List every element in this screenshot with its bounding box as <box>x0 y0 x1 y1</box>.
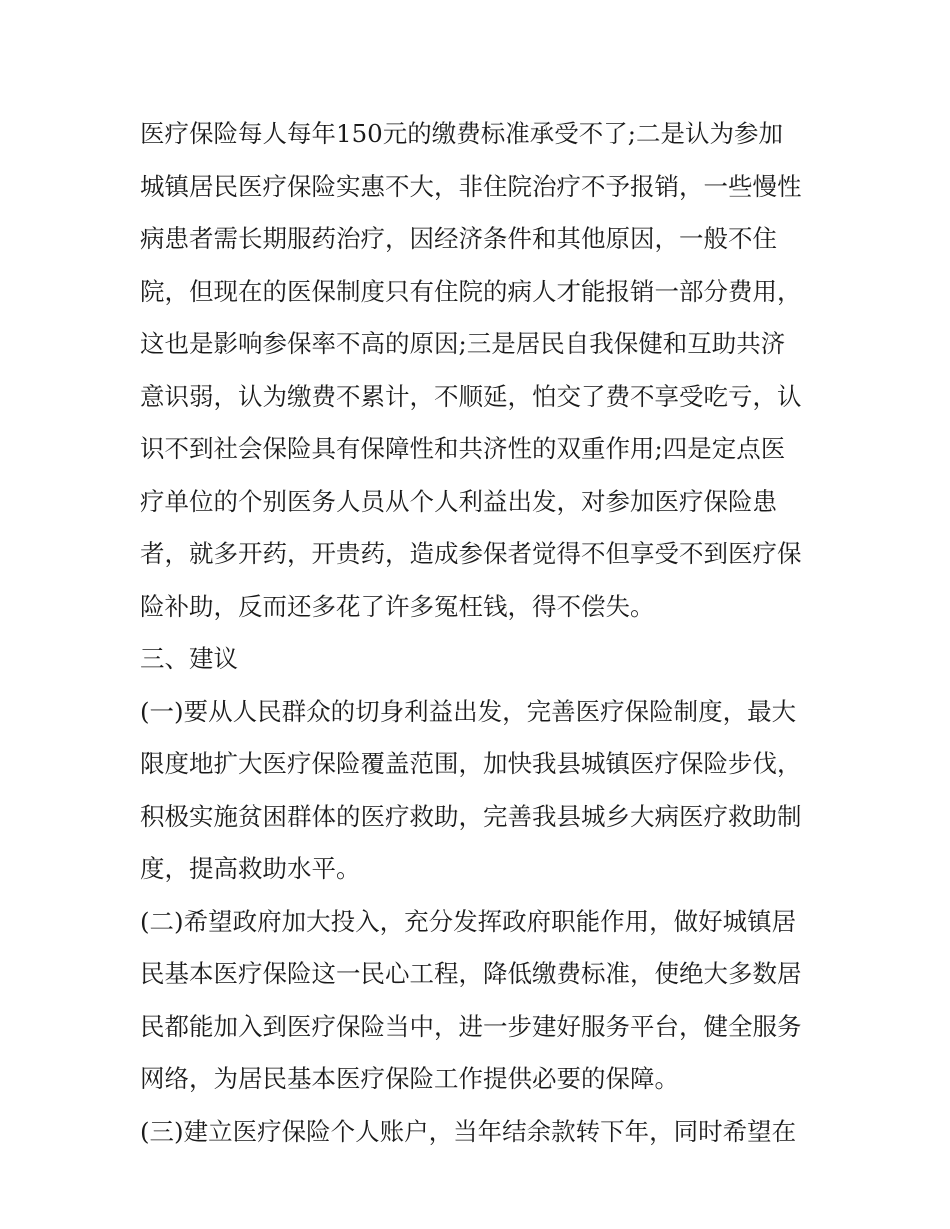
body-text <box>140 108 820 1158</box>
text-line: 民都能加入到医疗保险当中，进一步建好服务平台，健全服务 <box>140 1011 802 1041</box>
text-line: 医疗保险每人每年150元的缴费标准承受不了;二是认为参加 <box>140 119 784 148</box>
text-line: 识不到社会保险具有保障性和共济性的双重作用;四是定点医 <box>140 434 786 463</box>
text-line: 疗单位的个别医务人员从个人利益出发，对参加医疗保险患 <box>140 486 777 516</box>
text-line: 限度地扩大医疗保险覆盖范围，加快我县城镇医疗保险步伐， <box>140 749 802 778</box>
text-line: 险补助，反而还多花了许多冤枉钱，得不偿失。 <box>140 591 655 621</box>
text-line: 意识弱，认为缴费不累计，不顺延，怕交了费不享受吃亏，认 <box>140 381 802 411</box>
text-line: (二)希望政府加大投入，充分发挥政府职能作用，做好城镇居 <box>140 906 797 936</box>
text-line: 积极实施贫困群体的医疗救助，完善我县城乡大病医疗救助制 <box>140 801 802 831</box>
text-line: 者，就多开药，开贵药，造成参保者觉得不但享受不到医疗保 <box>140 539 802 568</box>
text-line: 城镇居民医疗保险实惠不大，非住院治疗不予报销，一些慢性 <box>140 171 802 201</box>
text-line: (三)建立医疗保险个人账户，当年结余款转下年，同时希望在 <box>140 1116 797 1146</box>
text-line: 院，但现在的医保制度只有住院的病人才能报销一部分费用， <box>140 276 802 306</box>
text-line: 这也是影响参保率不高的原因;三是居民自我保健和互助共济 <box>140 329 786 358</box>
text-line: 民基本医疗保险这一民心工程，降低缴费标准，使绝大多数居 <box>140 959 802 988</box>
text-line: 度，提高救助水平。 <box>140 854 361 883</box>
text-line: 网络，为居民基本医疗保险工作提供必要的保障。 <box>140 1064 679 1093</box>
section-heading: 三、建议 <box>140 644 238 673</box>
text-line: (一)要从人民群众的切身利益出发，完善医疗保险制度，最大 <box>140 696 797 726</box>
text-line: 病患者需长期服药治疗，因经济条件和其他原因，一般不住 <box>140 224 777 253</box>
